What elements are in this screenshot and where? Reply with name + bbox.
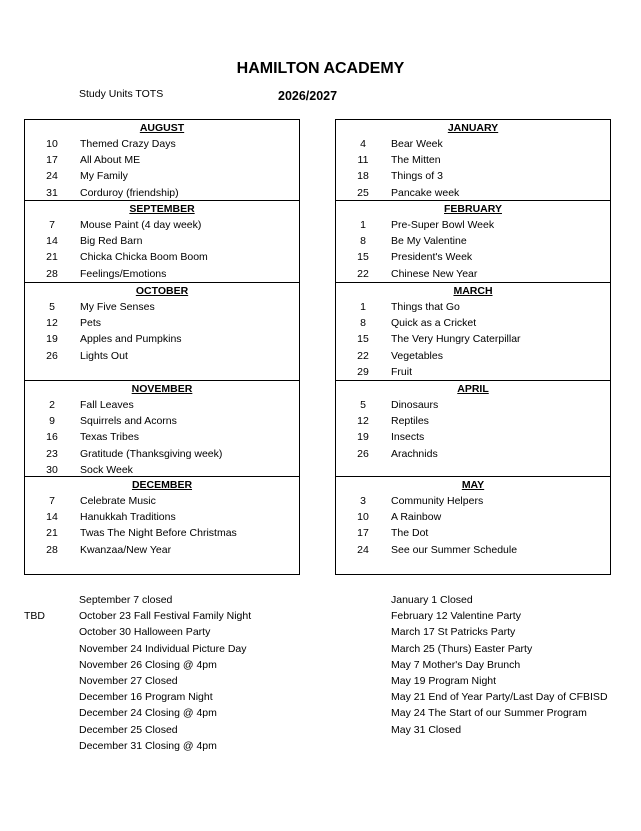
event-text: October 23 Fall Festival Family Night xyxy=(79,610,252,623)
unit-topic: Celebrate Music xyxy=(80,495,156,507)
event-text: November 27 Closed xyxy=(79,674,178,687)
unit-topic: Kwanzaa/New Year xyxy=(80,543,172,556)
event-text: December 31 Closing @ 4pm xyxy=(79,739,217,752)
event-text: December 25 Closed xyxy=(79,723,178,736)
event-row: May 31 Closed xyxy=(391,723,462,736)
unit-topic: Reptiles xyxy=(391,415,429,428)
event-text: December 16 Program Night xyxy=(79,691,213,704)
unit-row xyxy=(336,429,610,445)
unit-row xyxy=(336,136,610,152)
unit-row xyxy=(25,152,299,168)
month-heading: FEBRUARY xyxy=(444,203,502,215)
week-date: 22 xyxy=(357,267,369,280)
unit-topic: Chicka Chicka Boom Boom xyxy=(80,251,208,264)
week-date: 1 xyxy=(360,219,366,231)
unit-row xyxy=(25,249,299,265)
week-date: 30 xyxy=(46,463,58,476)
month-heading: MAY xyxy=(461,479,485,491)
event-row xyxy=(24,705,324,721)
unit-topic: Themed Crazy Days xyxy=(80,138,176,150)
unit-row xyxy=(336,217,610,233)
unit-topic: Quick as a Cricket xyxy=(391,317,477,330)
unit-topic: Arachnids xyxy=(391,447,438,460)
unit-topic: Fruit xyxy=(391,365,412,378)
week-date: 21 xyxy=(46,251,58,264)
month-heading: OCTOBER xyxy=(135,285,189,297)
week-date: 4 xyxy=(360,138,366,150)
event-row xyxy=(24,608,324,624)
unit-topic: Sock Week xyxy=(80,463,133,476)
week-date: 29 xyxy=(357,365,369,378)
week-date: 7 xyxy=(49,495,55,507)
event-row: May 21 End of Year Party/Last Day of CFBISD xyxy=(391,691,608,704)
month-heading: MARCH xyxy=(453,285,493,297)
week-date: 15 xyxy=(357,333,369,346)
fall-semester-table xyxy=(24,119,300,575)
unit-topic: Mouse Paint (4 day week) xyxy=(80,219,202,231)
week-date: 26 xyxy=(357,447,369,460)
unit-row xyxy=(336,348,610,364)
unit-topic: Pre-Super Bowl Week xyxy=(391,219,495,231)
unit-topic: Gratitude (Thanksgiving week) xyxy=(80,447,223,460)
unit-topic: Feelings/Emotions xyxy=(80,267,167,280)
unit-row xyxy=(336,542,610,558)
week-date: 16 xyxy=(46,431,58,444)
event-row xyxy=(24,738,324,754)
unit-row xyxy=(25,331,299,347)
month-heading: NOVEMBER xyxy=(131,383,193,395)
unit-row xyxy=(336,249,610,265)
unit-topic: Vegetables xyxy=(391,349,443,362)
event-text: September 7 closed xyxy=(79,594,173,606)
spring-semester-table xyxy=(335,119,611,575)
unit-row xyxy=(25,525,299,541)
school-year: 2026/2027 xyxy=(278,89,338,103)
week-date: 28 xyxy=(46,267,58,280)
unit-topic: Things that Go xyxy=(391,301,460,313)
unit-topic: The Dot xyxy=(391,527,429,540)
week-date: 14 xyxy=(46,511,58,524)
unit-topic: The Very Hungry Caterpillar xyxy=(391,333,521,346)
month-section-august xyxy=(25,120,299,200)
unit-row xyxy=(25,397,299,413)
week-date: 15 xyxy=(357,251,369,264)
event-row xyxy=(24,722,324,738)
unit-row xyxy=(336,299,610,315)
event-text: November 24 Individual Picture Day xyxy=(79,642,247,655)
unit-row xyxy=(336,315,610,331)
unit-row xyxy=(25,233,299,249)
unit-topic: All About ME xyxy=(80,154,141,167)
month-section-january xyxy=(336,120,610,200)
week-date: 28 xyxy=(46,543,58,556)
page-subtitle: Study Units TOTS xyxy=(79,88,164,100)
unit-topic: Things of 3 xyxy=(391,170,443,183)
unit-row xyxy=(25,429,299,445)
unit-row xyxy=(336,446,610,462)
week-date: 5 xyxy=(360,399,366,411)
week-date: 31 xyxy=(46,186,58,199)
event-row: May 19 Program Night xyxy=(391,674,497,687)
unit-topic: My Five Senses xyxy=(80,301,155,313)
unit-topic: Twas The Night Before Christmas xyxy=(80,527,237,540)
week-date: 22 xyxy=(357,349,369,362)
unit-topic: See our Summer Schedule xyxy=(391,543,518,556)
event-text: October 30 Halloween Party xyxy=(79,626,211,639)
unit-topic: Corduroy (friendship) xyxy=(80,186,179,199)
unit-row xyxy=(25,168,299,184)
month-section-april xyxy=(336,380,610,477)
unit-row xyxy=(25,446,299,462)
week-date: 14 xyxy=(46,235,58,248)
event-row xyxy=(24,592,324,608)
month-section-october xyxy=(25,282,299,381)
event-row xyxy=(24,624,324,640)
month-heading: DECEMBER xyxy=(131,479,193,491)
unit-row xyxy=(25,348,299,364)
unit-topic: The Mitten xyxy=(391,154,441,167)
week-date: 19 xyxy=(46,333,58,346)
unit-row xyxy=(25,185,299,201)
week-date: 1 xyxy=(360,301,366,313)
month-section-november xyxy=(25,380,299,477)
unit-row xyxy=(336,493,610,509)
spring-events-list xyxy=(391,592,631,738)
month-heading: AUGUST xyxy=(139,122,185,134)
event-row: January 1 Closed xyxy=(391,594,473,606)
week-date: 12 xyxy=(46,317,58,330)
week-date: 24 xyxy=(46,170,58,183)
event-text: December 24 Closing @ 4pm xyxy=(79,707,217,720)
unit-topic: A Rainbow xyxy=(391,511,442,524)
event-row: May 24 The Start of our Summer Program xyxy=(391,707,587,720)
unit-topic: Pets xyxy=(80,317,102,330)
unit-topic: Hanukkah Traditions xyxy=(80,511,176,524)
unit-row xyxy=(25,493,299,509)
unit-topic: Be My Valentine xyxy=(391,235,467,248)
fall-events-list xyxy=(24,592,324,754)
event-row xyxy=(24,657,324,673)
week-date: 24 xyxy=(357,543,369,556)
unit-topic: Dinosaurs xyxy=(391,399,439,411)
month-section-march xyxy=(336,282,610,381)
event-text: November 26 Closing @ 4pm xyxy=(79,658,217,671)
unit-topic: Texas Tribes xyxy=(80,431,139,444)
unit-row xyxy=(336,525,610,541)
unit-row xyxy=(25,217,299,233)
unit-row xyxy=(336,413,610,429)
week-date: 11 xyxy=(357,154,369,167)
month-heading: APRIL xyxy=(457,383,489,395)
unit-row xyxy=(25,136,299,152)
month-section-february xyxy=(336,200,610,283)
unit-row xyxy=(25,299,299,315)
unit-topic: Pancake week xyxy=(391,186,460,199)
week-date: 3 xyxy=(360,495,366,507)
event-row: March 17 St Patricks Party xyxy=(391,626,516,639)
month-heading: JANUARY xyxy=(447,122,499,134)
week-date: 26 xyxy=(46,349,58,362)
week-date: 21 xyxy=(46,527,58,540)
unit-row xyxy=(25,509,299,525)
week-date: 10 xyxy=(357,511,369,524)
event-row: February 12 Valentine Party xyxy=(391,610,521,623)
event-row: May 7 Mother's Day Brunch xyxy=(391,658,521,671)
unit-row xyxy=(336,233,610,249)
week-date: 8 xyxy=(360,317,366,330)
week-date: 18 xyxy=(357,170,369,183)
unit-topic: Big Red Barn xyxy=(80,235,143,248)
unit-row xyxy=(336,168,610,184)
unit-topic: Insects xyxy=(391,431,425,444)
unit-row xyxy=(336,185,610,201)
week-date: 17 xyxy=(357,527,369,540)
unit-topic: Squirrels and Acorns xyxy=(80,415,177,428)
unit-topic: Chinese New Year xyxy=(391,267,478,280)
unit-topic: Fall Leaves xyxy=(80,399,134,411)
week-date: 12 xyxy=(357,415,369,428)
unit-row xyxy=(25,266,299,282)
week-date: 10 xyxy=(46,138,58,150)
event-row xyxy=(24,689,324,705)
event-tag: TBD xyxy=(24,610,45,623)
week-date: 17 xyxy=(46,154,58,167)
week-date: 9 xyxy=(49,415,55,428)
unit-row xyxy=(336,331,610,347)
week-date: 19 xyxy=(357,431,369,444)
unit-topic: Lights Out xyxy=(80,349,128,362)
event-row: March 25 (Thurs) Easter Party xyxy=(391,642,533,655)
week-date: 2 xyxy=(49,399,55,411)
unit-topic: Bear Week xyxy=(391,138,443,150)
month-section-december xyxy=(25,476,299,577)
unit-row xyxy=(336,152,610,168)
page-title: HAMILTON ACADEMY xyxy=(236,60,405,77)
month-section-may xyxy=(336,476,610,577)
unit-row xyxy=(25,542,299,558)
week-date: 25 xyxy=(357,186,369,199)
unit-row xyxy=(336,397,610,413)
unit-topic: Apples and Pumpkins xyxy=(80,333,182,346)
unit-row xyxy=(25,315,299,331)
unit-row xyxy=(336,364,610,380)
week-date: 23 xyxy=(46,447,58,460)
week-date: 8 xyxy=(360,235,366,248)
unit-topic: Community Helpers xyxy=(391,495,484,507)
unit-topic: My Family xyxy=(80,170,128,183)
unit-row xyxy=(336,266,610,282)
week-date: 7 xyxy=(49,219,55,231)
unit-row xyxy=(25,413,299,429)
unit-row xyxy=(336,509,610,525)
event-row xyxy=(24,673,324,689)
month-heading: SEPTEMBER xyxy=(129,203,195,215)
event-row xyxy=(24,641,324,657)
month-section-september xyxy=(25,200,299,283)
unit-topic: President's Week xyxy=(391,251,473,264)
week-date: 5 xyxy=(49,301,55,313)
